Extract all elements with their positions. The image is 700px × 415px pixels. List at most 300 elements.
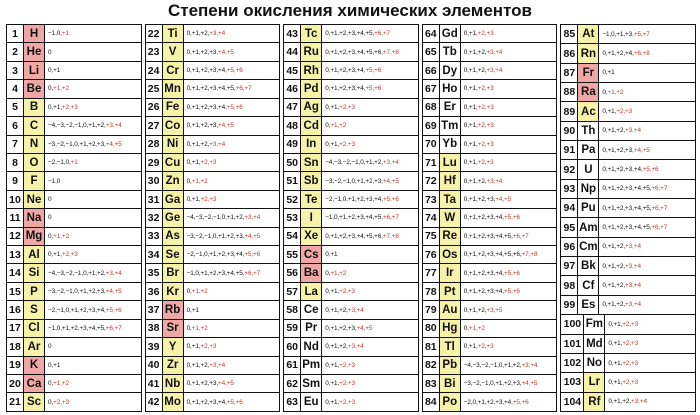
oxidation-states: 0, +1, +2, +3, +4, +5, +6, +7, +8 (325, 48, 399, 56)
oxidation-states: 0, +1, +2, +3 (608, 378, 639, 386)
element-row (283, 392, 419, 411)
element-symbol: Ag (301, 99, 322, 116)
atomic-number: 37 (146, 301, 163, 318)
oxidation-states: −3, −2, −1, 0, +1, +2, +3, +4, +5 (186, 232, 261, 240)
atomic-number: 97 (561, 257, 578, 275)
oxidation-states: 0, +1, +2 (48, 232, 69, 240)
element-symbol: No (584, 354, 605, 372)
atomic-number: 68 (423, 99, 440, 116)
element-symbol: Mn (163, 80, 184, 97)
oxidation-states: 0, +1, +2, +3, +4 (463, 67, 503, 75)
oxidation-states: 0, +1, +2, +3 (325, 140, 355, 148)
oxidation-states: 0, +1, +2, +3 (48, 103, 78, 111)
atomic-number: 104 (561, 393, 584, 411)
atomic-number: 91 (561, 141, 578, 159)
element-symbol: Tl (440, 338, 461, 355)
atomic-number: 65 (423, 43, 440, 60)
element-symbol: Lr (584, 373, 605, 391)
oxidation-states: 0, +1, +2, +3 (325, 103, 355, 111)
atomic-number: 95 (561, 218, 578, 236)
element-symbol: O (24, 154, 45, 171)
element-symbol: Ra (578, 83, 599, 101)
atomic-number: 56 (284, 264, 301, 281)
element-symbol: Rh (301, 62, 322, 79)
element-symbol: Th (578, 122, 599, 140)
element-symbol: C (24, 117, 45, 134)
oxidation-states: 0, +1, +2 (325, 122, 347, 130)
atomic-number: 32 (146, 209, 163, 226)
element-symbol: N (24, 136, 45, 153)
element-symbol: Pt (440, 283, 461, 300)
oxidation-states: 0, +1, +2, +4, +6, +8 (602, 50, 650, 58)
atomic-number: 36 (146, 283, 163, 300)
oxidation-states: 0, +1, +2, +3 (186, 343, 217, 351)
oxidation-states: −2, −1, 0, +1, +2, +3, +4, +5, +6 (325, 196, 399, 203)
element-symbol: Cs (301, 246, 322, 263)
oxidation-states: −4, −3, −2, −1, 0, +1, +2, +3, +4 (48, 269, 122, 277)
atomic-number: 83 (423, 375, 440, 392)
oxidation-states: 0, +1, +2, +3 (608, 359, 639, 367)
element-row (560, 140, 696, 159)
element-row (145, 61, 281, 79)
element-symbol: V (163, 43, 184, 60)
element-symbol: Eu (301, 393, 322, 410)
element-row (283, 171, 419, 189)
atomic-number: 99 (561, 296, 578, 314)
atomic-number: 77 (423, 264, 440, 281)
oxidation-states: 0, +1, +2, +3, +4, +5, +6, +7 (602, 204, 668, 212)
oxidation-states: 0, +1, +2 (325, 269, 347, 277)
atomic-number: 17 (7, 320, 24, 337)
oxidation-states: 0, +1, +2 (463, 324, 485, 332)
element-row (6, 245, 142, 263)
element-symbol: Te (301, 191, 322, 208)
oxidation-states: 0, +1, +2, +3, +4, +5, +6 (325, 85, 382, 93)
element-symbol: La (301, 283, 322, 300)
element-symbol: W (440, 209, 461, 226)
atomic-number: 6 (7, 117, 24, 134)
element-symbol: Ba (301, 264, 322, 281)
element-symbol: Sr (163, 320, 184, 337)
element-symbol: Po (440, 393, 461, 410)
element-symbol: Br (163, 264, 184, 281)
element-row (283, 374, 419, 392)
element-row (422, 116, 558, 134)
oxidation-states: −3, −2, −1, 0, +1, +2, +3, +4, +5 (325, 177, 399, 185)
oxidation-states: 0, +1, +2, +3, +4, +5, +6, +7 (602, 224, 668, 232)
element-symbol: Si (24, 264, 45, 281)
atomic-number: 58 (284, 301, 301, 318)
element-row (283, 208, 419, 226)
element-row (145, 356, 281, 374)
element-symbol: Lu (440, 154, 461, 171)
element-row (422, 98, 558, 116)
element-row (6, 282, 142, 300)
element-symbol: Ti (163, 25, 184, 42)
atomic-number: 57 (284, 283, 301, 300)
atomic-number: 18 (7, 338, 24, 355)
atomic-number: 33 (146, 228, 163, 245)
element-row (6, 227, 142, 245)
element-row (145, 208, 281, 226)
oxidation-states: 0, +1, +2, +3, +4, +5 (186, 380, 234, 388)
element-symbol: Os (440, 246, 461, 263)
oxidation-states: −2, 0, +1, +2, +3, +4, +5, +6 (463, 398, 529, 406)
element-row (145, 24, 281, 42)
oxidation-states: 0, +1, +2, +3, +4, +5 (463, 196, 512, 203)
oxidation-states: 0, +1, +2, +3 (325, 398, 355, 406)
atomic-number: 88 (561, 83, 578, 101)
element-symbol: Al (24, 246, 45, 263)
element-row (283, 135, 419, 153)
atomic-number: 98 (561, 276, 578, 294)
element-symbol: Ge (163, 209, 184, 226)
element-row (560, 295, 696, 314)
atomic-number: 38 (146, 320, 163, 337)
atomic-number: 11 (7, 209, 24, 226)
element-symbol: Cl (24, 320, 45, 337)
element-symbol: Gd (440, 25, 461, 42)
element-row (145, 282, 281, 300)
element-symbol: Pu (578, 199, 599, 217)
element-symbol: Cd (301, 117, 322, 134)
element-row (560, 101, 696, 120)
element-column (145, 24, 281, 412)
atomic-number: 1 (7, 25, 24, 42)
element-row (560, 63, 696, 82)
element-row (560, 159, 696, 178)
element-row (6, 79, 142, 97)
element-row (422, 190, 558, 208)
element-row (6, 319, 142, 337)
atomic-number: 94 (561, 199, 578, 217)
oxidation-states: 0 (48, 343, 52, 351)
element-symbol: Ta (440, 191, 461, 208)
element-column (6, 24, 142, 412)
element-symbol: Tc (301, 25, 322, 42)
atomic-number: 81 (423, 338, 440, 355)
element-symbol: Cu (163, 154, 184, 171)
element-symbol: Se (163, 246, 184, 263)
atomic-number: 84 (423, 393, 440, 410)
oxidation-states: 0, +1, +2, +3, +4, +5 (325, 324, 373, 332)
atomic-number: 80 (423, 320, 440, 337)
element-symbol: Am (578, 218, 599, 236)
oxidation-states: −2, −1, 0, +1, +2, +3, +4, +5, +6 (48, 306, 122, 314)
atomic-number: 44 (284, 43, 301, 60)
oxidation-states: 0, +1, +2, +3, +4, +5, +6 (602, 166, 659, 174)
element-symbol: Y (163, 338, 184, 355)
element-symbol: Sc (24, 393, 45, 410)
element-row (6, 98, 142, 116)
element-row (422, 319, 558, 337)
element-row (560, 217, 696, 236)
atomic-number: 51 (284, 172, 301, 189)
element-symbol: F (24, 172, 45, 189)
element-symbol: Sb (301, 172, 322, 189)
element-symbol: Nb (163, 375, 184, 392)
element-row (6, 24, 142, 42)
atomic-number: 45 (284, 62, 301, 79)
element-symbol: Ho (440, 80, 461, 97)
oxidation-states: 0, +1, +2 (186, 324, 208, 332)
element-row (560, 275, 696, 294)
oxidation-states: −1, 0, +1 (48, 30, 69, 38)
atomic-number: 74 (423, 209, 440, 226)
element-row (422, 227, 558, 245)
element-symbol: Rn (578, 44, 599, 62)
oxidation-states: 0, +1, +2, +3, +4 (325, 343, 364, 351)
atomic-number: 34 (146, 246, 163, 263)
element-row (283, 300, 419, 318)
oxidation-states: −1, 0 (48, 177, 61, 185)
element-symbol: At (578, 25, 599, 43)
element-symbol: He (24, 43, 45, 60)
atomic-number: 73 (423, 191, 440, 208)
element-row (145, 300, 281, 318)
element-symbol: Sn (301, 154, 322, 171)
atomic-number: 72 (423, 172, 440, 189)
oxidation-states: 0, +1, +2, +3 (608, 340, 639, 348)
element-row (422, 374, 558, 392)
element-symbol: S (24, 301, 45, 318)
atomic-number: 87 (561, 64, 578, 82)
atomic-number: 27 (146, 117, 163, 134)
element-row (422, 79, 558, 97)
element-symbol: Cm (578, 238, 599, 256)
oxidation-states: 0, +1, +2, +3 (463, 85, 494, 93)
element-row (422, 171, 558, 189)
atomic-number: 41 (146, 375, 163, 392)
oxidation-states: 0, +1, +2, +3 (325, 288, 355, 296)
element-row (283, 263, 419, 281)
element-symbol: Bk (578, 257, 599, 275)
element-row (6, 116, 142, 134)
element-symbol: Xe (301, 228, 322, 245)
oxidation-states: 0, +1, +2, +3, +4, +5 (602, 146, 650, 154)
element-row (145, 98, 281, 116)
atomic-number: 20 (7, 375, 24, 392)
element-row (6, 208, 142, 226)
element-row (283, 319, 419, 337)
oxidation-states: −4, −3, −2, −1, 0, +1, +2, +3, +4 (186, 214, 261, 222)
element-symbol: Zn (163, 172, 184, 189)
element-symbol: K (24, 357, 45, 374)
element-symbol: Er (440, 99, 461, 116)
atomic-number: 53 (284, 209, 301, 226)
element-symbol: Sm (301, 375, 322, 392)
element-row (145, 337, 281, 355)
oxidation-states: 0, +1, +2, +3, +4 (602, 262, 641, 270)
atomic-number: 47 (284, 99, 301, 116)
element-row (560, 353, 696, 372)
element-symbol: Ni (163, 136, 184, 153)
atomic-number: 75 (423, 228, 440, 245)
element-row (560, 179, 696, 198)
oxidation-states: 0, +1, +2, +3, +4 (186, 30, 226, 38)
oxidation-states: 0, +1, +2, +3 (186, 159, 217, 167)
atomic-number: 8 (7, 154, 24, 171)
atomic-number: 54 (284, 228, 301, 245)
oxidation-states: 0, +1, +2, +3 (325, 361, 355, 369)
element-row (283, 116, 419, 134)
atomic-number: 50 (284, 154, 301, 171)
element-symbol: H (24, 25, 45, 42)
oxidation-states: 0, +1, +2, +3, +4, +5, +6 (186, 103, 243, 111)
element-row (283, 42, 419, 60)
oxidation-states: 0, +1, +2, +3 (463, 343, 494, 351)
atomic-number: 70 (423, 136, 440, 153)
element-symbol: Rf (584, 393, 605, 411)
element-row (145, 171, 281, 189)
atomic-number: 31 (146, 191, 163, 208)
element-symbol: Ar (24, 338, 45, 355)
oxidation-states: 0, +2, +3 (48, 398, 69, 406)
oxidation-states: 0, +1, +2, +3, +4, +5 (186, 122, 234, 130)
element-symbol: As (163, 228, 184, 245)
atomic-number: 30 (146, 172, 163, 189)
oxidation-states: 0, +1, +2, +3, +4 (186, 140, 226, 148)
atomic-number: 13 (7, 246, 24, 263)
oxidation-states: 0, +1 (325, 251, 338, 259)
oxidation-states: 0, +1 (186, 306, 199, 314)
element-symbol: I (301, 209, 322, 226)
oxidation-states: 0, +1, +2, +3, +4, +5, +6 (463, 288, 520, 296)
oxidation-states: 0, +1, +2, +3 (463, 140, 494, 148)
element-row (422, 245, 558, 263)
oxidation-states: 0, +1, +2, +3, +4, +5, +6 (186, 398, 243, 406)
page-title: Степени окисления химических элементов (167, 1, 533, 20)
element-symbol: Cr (163, 62, 184, 79)
element-row (422, 337, 558, 355)
element-row (6, 263, 142, 281)
oxidation-states: 0, +1, +2, +3, +4 (602, 301, 641, 309)
element-symbol: U (578, 160, 599, 178)
atomic-number: 26 (146, 99, 163, 116)
oxidation-states: 0, +1, +2, +3, +4, +5, +6, +7, +8 (463, 251, 538, 259)
oxidation-states: 0, +1, +2, +3 (186, 196, 217, 203)
element-row (145, 190, 281, 208)
element-row (560, 82, 696, 101)
element-row (422, 153, 558, 171)
element-row (6, 337, 142, 355)
element-column (283, 24, 419, 412)
element-symbol: Ca (24, 375, 45, 392)
oxidation-states: −2, −1, 0, +1 (48, 159, 78, 167)
element-row (145, 153, 281, 171)
atomic-number: 39 (146, 338, 163, 355)
oxidation-states: 0, +1, +2, +3, +4, +5, +6 (463, 214, 520, 222)
element-row (6, 153, 142, 171)
element-row (283, 24, 419, 42)
element-symbol: Pd (301, 80, 322, 97)
oxidation-states: 0, +1, +2 (602, 88, 624, 96)
element-row (422, 300, 558, 318)
atomic-number: 7 (7, 136, 24, 153)
element-row (6, 190, 142, 208)
atomic-number: 15 (7, 283, 24, 300)
oxidation-states: −4, −3, −2, −1, 0, +1, +2, +3, +4 (463, 361, 538, 369)
element-symbol: Ne (24, 191, 45, 208)
atomic-number: 66 (423, 62, 440, 79)
element-symbol: Au (440, 301, 461, 318)
element-row (283, 282, 419, 300)
element-row (6, 356, 142, 374)
element-column (560, 24, 696, 412)
oxidation-states: 0, +1, +2, +3, +4, +5, +6 (186, 67, 243, 75)
oxidation-states: −3, −2, −1, 0, +1, +2, +3, +4, +5 (48, 140, 122, 148)
oxidation-states: −2, −1, 0, +1, +2, +3, +4, +5, +6 (186, 251, 261, 259)
atomic-number: 59 (284, 320, 301, 337)
element-row (6, 135, 142, 153)
element-row (560, 237, 696, 256)
oxidation-states: 0, +1, +2, +3, +4, +5, +6, +7 (602, 185, 668, 193)
element-row (560, 43, 696, 62)
element-symbol: Zr (163, 357, 184, 374)
element-row (145, 135, 281, 153)
element-row (145, 42, 281, 60)
atomic-number: 35 (146, 264, 163, 281)
oxidation-states: 0, +1, +2, +3, +4, +5, +6, +7 (325, 30, 391, 38)
atomic-number: 25 (146, 80, 163, 97)
element-symbol: Ac (578, 102, 599, 120)
oxidation-states: 0, +1, +2, +3, +4 (602, 282, 641, 290)
element-symbol: Ru (301, 43, 322, 60)
element-symbol: Bi (440, 375, 461, 392)
oxidation-states: 0, +1, +2, +3 (602, 108, 633, 116)
atomic-number: 63 (284, 393, 301, 410)
oxidation-states: 0, +1, +2, +3 (463, 30, 494, 38)
element-symbol: Mo (163, 393, 184, 410)
element-row (145, 227, 281, 245)
atomic-number: 67 (423, 80, 440, 97)
atomic-number: 86 (561, 44, 578, 62)
element-symbol: Pr (301, 320, 322, 337)
atomic-number: 89 (561, 102, 578, 120)
element-row (145, 245, 281, 263)
element-symbol: Kr (163, 283, 184, 300)
oxidation-states: 0, +1, +2 (48, 85, 69, 93)
oxidation-states: 0, +1 (48, 67, 61, 75)
element-symbol: Pa (578, 141, 599, 159)
oxidation-states: −3, −2, −1, 0, +1, +2, +3, +4, +5 (463, 380, 538, 388)
element-row (6, 300, 142, 318)
element-symbol: Pm (301, 357, 322, 374)
element-row (422, 24, 558, 42)
atomic-number: 60 (284, 338, 301, 355)
element-row (422, 263, 558, 281)
oxidation-states: 0, +1, +2, +3 (463, 103, 494, 111)
element-row (422, 135, 558, 153)
atomic-number: 42 (146, 393, 163, 410)
element-row (422, 392, 558, 411)
element-symbol: Es (578, 296, 599, 314)
element-row (283, 61, 419, 79)
atomic-number: 55 (284, 246, 301, 263)
element-row (145, 116, 281, 134)
element-symbol: Ga (163, 191, 184, 208)
atomic-number: 2 (7, 43, 24, 60)
atomic-number: 28 (146, 136, 163, 153)
oxidation-states: 0, +1, +2, +3, +4, +5, +6, +7, +8 (325, 232, 399, 240)
element-symbol: Nd (301, 338, 322, 355)
atomic-number: 19 (7, 357, 24, 374)
oxidation-states: 0, +1 (602, 69, 615, 77)
element-row (560, 121, 696, 140)
element-symbol: Tb (440, 43, 461, 60)
element-symbol: Mg (24, 228, 45, 245)
element-row (283, 227, 419, 245)
